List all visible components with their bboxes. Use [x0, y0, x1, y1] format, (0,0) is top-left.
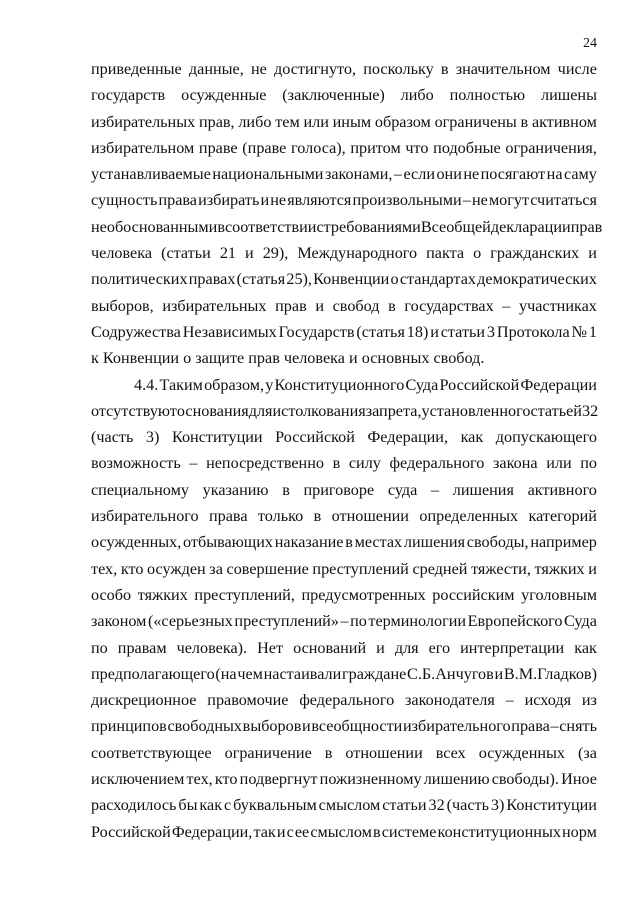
word: активного	[527, 480, 597, 499]
text-line	[91, 161, 597, 187]
word: о	[390, 270, 399, 289]
word: (праве	[242, 138, 287, 157]
word: защите	[195, 349, 245, 368]
word: всех	[435, 743, 466, 762]
word: избирательного	[91, 507, 199, 526]
text-line	[91, 582, 597, 608]
word: Конституции	[506, 796, 597, 815]
word: интерпретации	[460, 638, 565, 657]
word: поскольку	[363, 60, 434, 78]
word: расходилось	[91, 796, 177, 815]
word: С.Б.Анчугов	[407, 664, 494, 683]
word: указанию	[202, 480, 269, 499]
word: основания	[176, 401, 249, 420]
word: системе	[381, 822, 437, 841]
word: предполагающего	[91, 664, 215, 683]
word: если	[403, 165, 435, 184]
word: закона	[493, 454, 538, 473]
word: за	[209, 559, 223, 578]
word: как	[199, 796, 223, 815]
word: Таким	[159, 375, 203, 394]
word: федерального	[299, 691, 395, 710]
word: статьей	[530, 401, 582, 420]
word: так	[253, 822, 276, 841]
word: лишения	[452, 480, 514, 499]
word: Протокола	[496, 322, 570, 341]
word: свободы).	[491, 770, 559, 789]
word: Международного	[297, 244, 418, 263]
word: числе	[557, 60, 597, 78]
word: лишены	[541, 86, 597, 105]
word: участниках	[518, 296, 597, 315]
word: №	[571, 322, 587, 341]
word: смыслом	[310, 822, 372, 841]
word: Всеобщей	[420, 217, 491, 236]
word: законодателя	[405, 691, 495, 710]
word: для	[394, 638, 419, 657]
word: настаивали	[263, 664, 342, 683]
word: ограничение	[224, 743, 312, 762]
text-line	[91, 740, 597, 766]
word: стандартах	[399, 270, 476, 289]
word: тем	[275, 112, 300, 131]
word: прав	[275, 296, 307, 315]
word: и	[315, 296, 324, 315]
word: посягают	[480, 165, 546, 184]
word: к	[91, 349, 99, 368]
word: отсутствуют	[91, 401, 177, 420]
word: –	[393, 165, 403, 184]
word: пожизненному	[319, 770, 422, 789]
word: у	[265, 375, 274, 394]
word: человека	[283, 349, 345, 368]
text-line	[91, 187, 597, 213]
text-line	[91, 266, 597, 292]
word: 32	[428, 796, 445, 815]
text-line	[91, 792, 597, 818]
word: установленного	[421, 401, 531, 420]
word: подвергнут	[239, 770, 318, 789]
word: федерального	[389, 454, 485, 473]
word: и	[302, 717, 311, 736]
word: –	[505, 691, 514, 710]
word: в	[345, 533, 353, 552]
word: что	[405, 138, 429, 157]
word: Конституционного	[274, 375, 405, 394]
word: терминологии	[368, 612, 467, 631]
word: отбывающих	[183, 533, 274, 552]
word: в	[313, 507, 322, 526]
word: основных	[361, 349, 430, 368]
word: кто	[120, 559, 144, 578]
word: –	[189, 454, 198, 473]
word: российским	[432, 585, 515, 604]
word: правах	[188, 270, 236, 289]
word: лишению	[423, 770, 490, 789]
word: 29),	[262, 244, 289, 263]
word: активном	[531, 112, 597, 131]
word: правам	[117, 638, 167, 657]
word: определенных	[419, 507, 519, 526]
word: о	[473, 244, 482, 263]
word: преступлений,	[194, 585, 295, 604]
word: Российской	[275, 428, 355, 447]
text-line	[91, 635, 597, 661]
word: осужденные	[181, 86, 267, 105]
word: (заключенные)	[282, 86, 385, 105]
word: выборов	[242, 717, 302, 736]
word: избирательных	[162, 296, 267, 315]
word: устанавливаемые	[91, 165, 211, 184]
word: лишения	[403, 533, 466, 552]
word: с	[286, 822, 294, 841]
word: Российской	[439, 375, 520, 394]
word: избирательных	[91, 112, 196, 131]
word: и	[245, 244, 254, 263]
text-line	[91, 135, 597, 161]
word: саму	[563, 165, 597, 184]
word: предусмотренных	[301, 585, 426, 604]
word: Конвенции	[102, 349, 180, 368]
word: Независимых	[182, 322, 277, 341]
word: бы	[178, 796, 198, 815]
word: иным	[332, 112, 372, 131]
word: тех,	[186, 770, 213, 789]
word: с	[316, 217, 324, 236]
text-line	[91, 345, 597, 371]
word: 3	[486, 322, 496, 341]
word: преступлений»	[234, 612, 339, 631]
word: только	[257, 507, 304, 526]
word: (часть	[91, 428, 134, 447]
word: ограничены	[434, 112, 517, 131]
word: избирать	[198, 191, 260, 210]
text-line	[91, 82, 597, 108]
word: декларации	[490, 217, 571, 236]
page-number: 24	[583, 36, 597, 51]
text-line	[91, 214, 603, 240]
word: тяжести,	[471, 559, 531, 578]
word: прав	[570, 217, 603, 236]
word: либо	[238, 112, 272, 131]
text-line	[91, 477, 597, 503]
word: по	[580, 454, 597, 473]
word: в	[282, 480, 290, 499]
word: местах	[354, 533, 403, 552]
text-line	[91, 766, 597, 792]
word: Конституции	[171, 428, 263, 447]
word: граждане	[341, 664, 407, 683]
word: с	[224, 796, 232, 815]
word: и	[376, 638, 385, 657]
word: 25),	[286, 270, 312, 289]
word: непосредственно	[206, 454, 324, 473]
word: требованиями	[323, 217, 421, 236]
word: свобод.	[433, 349, 485, 368]
word: конституционных	[437, 822, 561, 841]
word: не	[463, 165, 480, 184]
word: Федерации,	[171, 822, 253, 841]
word: в	[373, 822, 381, 841]
word: ее	[294, 822, 310, 841]
word: (статья	[356, 322, 405, 341]
word: и	[260, 191, 270, 210]
word: по	[91, 638, 108, 657]
word: человека).	[176, 638, 248, 657]
word: Федерации,	[367, 428, 448, 447]
word: например	[530, 533, 597, 552]
word: приведенные	[91, 60, 182, 78]
word: Суда	[564, 612, 597, 631]
word: Европейского	[467, 612, 563, 631]
text-line	[91, 240, 597, 266]
word: В.М.Гладков)	[503, 664, 597, 683]
word: тяжких	[534, 559, 585, 578]
word: Государств	[278, 322, 355, 341]
word: на	[546, 165, 563, 184]
word: праве	[198, 138, 238, 157]
word: демократических	[477, 270, 597, 289]
word: принципов	[91, 717, 167, 736]
word: буквальным	[233, 796, 317, 815]
word: тяжких	[137, 585, 188, 604]
word: правомочие	[207, 691, 289, 710]
word: осужден	[147, 559, 206, 578]
word: выборов,	[91, 296, 154, 315]
word: –	[550, 717, 559, 736]
text-line	[91, 109, 597, 135]
word: (часть	[446, 796, 489, 815]
text-line	[91, 529, 597, 555]
text-line	[91, 56, 597, 82]
word: или	[303, 112, 329, 131]
word: Конвенции	[313, 270, 390, 289]
word: как	[460, 428, 484, 447]
word: дискреционное	[91, 691, 197, 710]
text-line	[91, 450, 597, 476]
word: тех,	[91, 559, 118, 578]
word: в	[440, 60, 449, 78]
word: (статья	[236, 270, 286, 289]
word: голоса),	[291, 138, 346, 157]
word: соответствующее	[91, 743, 212, 762]
word: смыслом	[318, 796, 381, 815]
word: категорий	[528, 507, 597, 526]
text-line	[91, 661, 597, 687]
word: и	[349, 349, 358, 368]
word: о	[183, 349, 192, 368]
word: данные,	[188, 60, 244, 78]
word: снять	[559, 717, 597, 736]
word: и	[276, 822, 286, 841]
word: оснований	[293, 638, 367, 657]
word: осужденных	[478, 743, 565, 762]
word: (на	[215, 664, 237, 683]
text-line	[91, 819, 597, 845]
word: не	[250, 60, 267, 78]
word: суда	[387, 480, 418, 499]
word: и	[588, 244, 597, 263]
paragraph	[91, 56, 603, 372]
word: являются	[287, 191, 352, 210]
word: 32	[581, 401, 599, 420]
word: чем	[237, 664, 263, 683]
text-line	[91, 556, 597, 582]
word: свобод	[332, 296, 380, 315]
text-line	[91, 372, 597, 398]
word: его	[428, 638, 451, 657]
word: и	[494, 664, 504, 683]
word: Суда	[405, 375, 439, 394]
word: не	[270, 191, 287, 210]
word: уголовным	[521, 585, 597, 604]
word: не	[471, 191, 488, 210]
word: человека	[91, 244, 153, 263]
word: –	[340, 612, 349, 631]
word: в	[332, 454, 341, 473]
word: полностью	[449, 86, 526, 105]
word: подобные	[433, 138, 501, 157]
word: могут	[488, 191, 530, 210]
word: значительном	[455, 60, 551, 78]
word: средней	[412, 559, 468, 578]
word: осужденных,	[91, 533, 182, 552]
word: исключением	[91, 770, 185, 789]
word: государствах	[404, 296, 494, 315]
word: приговоре	[303, 480, 375, 499]
word: свободы,	[466, 533, 529, 552]
word: совершение	[226, 559, 309, 578]
word: из	[581, 691, 597, 710]
text-line	[91, 503, 597, 529]
text-line	[91, 687, 597, 713]
word: избирательном	[91, 138, 195, 157]
word: особо	[91, 585, 132, 604]
word: кто	[214, 770, 238, 789]
word: притом	[350, 138, 401, 157]
word: преступлений	[312, 559, 409, 578]
word: наказание	[274, 533, 344, 552]
word: политических	[91, 270, 188, 289]
word: и	[588, 559, 597, 578]
word: («серьезных	[147, 612, 233, 631]
paragraph	[91, 372, 597, 845]
word: прав,	[198, 112, 235, 131]
word: сущность	[91, 191, 158, 210]
word: 4.4.	[134, 375, 159, 394]
word: в	[388, 296, 396, 315]
word: в	[324, 743, 333, 762]
word: статьи	[440, 322, 486, 341]
word: Российской	[91, 822, 171, 841]
word: как	[574, 638, 597, 657]
word: исходя	[524, 691, 572, 710]
word: Федерации	[520, 375, 597, 394]
word: законами,	[324, 165, 393, 184]
word: и	[430, 322, 439, 341]
word: права	[511, 717, 550, 736]
word: в	[520, 112, 529, 131]
word: прав	[248, 349, 280, 368]
word: права	[208, 507, 248, 526]
word: законом	[91, 612, 147, 631]
word: либо	[400, 86, 434, 105]
text-line	[91, 293, 597, 319]
word: 21	[219, 244, 236, 263]
word: считаться	[530, 191, 597, 210]
word: для	[248, 401, 273, 420]
word: 1	[588, 322, 597, 341]
word: достигнуто,	[273, 60, 357, 78]
word: образом,	[204, 375, 265, 394]
word: запрета,	[365, 401, 422, 420]
word: национальными	[212, 165, 324, 184]
word: гражданских	[490, 244, 580, 263]
word: образом	[374, 112, 431, 131]
word: силу	[348, 454, 381, 473]
text-line	[91, 424, 597, 450]
word: возможность	[91, 454, 181, 473]
word: отношении	[345, 743, 423, 762]
word: ограничения,	[505, 138, 597, 157]
word: или	[546, 454, 572, 473]
word: государств	[91, 86, 166, 105]
word: Содружества	[91, 322, 181, 341]
text-line	[91, 608, 597, 634]
word: –	[430, 480, 440, 499]
word: допускающего	[495, 428, 597, 447]
word: произвольными	[352, 191, 462, 210]
word: всеобщности	[311, 717, 403, 736]
word: 3)	[490, 796, 505, 815]
word: 18)	[406, 322, 429, 341]
word: норм	[562, 822, 597, 841]
word: избирательного	[403, 717, 511, 736]
word: необоснованными	[91, 217, 218, 236]
word: истолкования	[272, 401, 366, 420]
word: –	[502, 296, 511, 315]
word: специальному	[91, 480, 189, 499]
word: (статьи	[161, 244, 211, 263]
word: пакта	[426, 244, 465, 263]
text-line	[91, 713, 597, 739]
word: статьи	[382, 796, 427, 815]
document-body	[91, 56, 603, 845]
word: права	[158, 191, 197, 210]
word: Иное	[561, 770, 597, 789]
word: соответствии	[225, 217, 317, 236]
word: –	[462, 191, 471, 210]
word: они	[436, 165, 462, 184]
word: по	[350, 612, 367, 631]
word: свободных	[167, 717, 243, 736]
word: Нет	[257, 638, 284, 657]
word: в	[217, 217, 225, 236]
text-line	[91, 319, 597, 345]
word: 3)	[145, 428, 160, 447]
word: (за	[577, 743, 597, 762]
text-line	[91, 398, 597, 424]
word: отношении	[331, 507, 409, 526]
